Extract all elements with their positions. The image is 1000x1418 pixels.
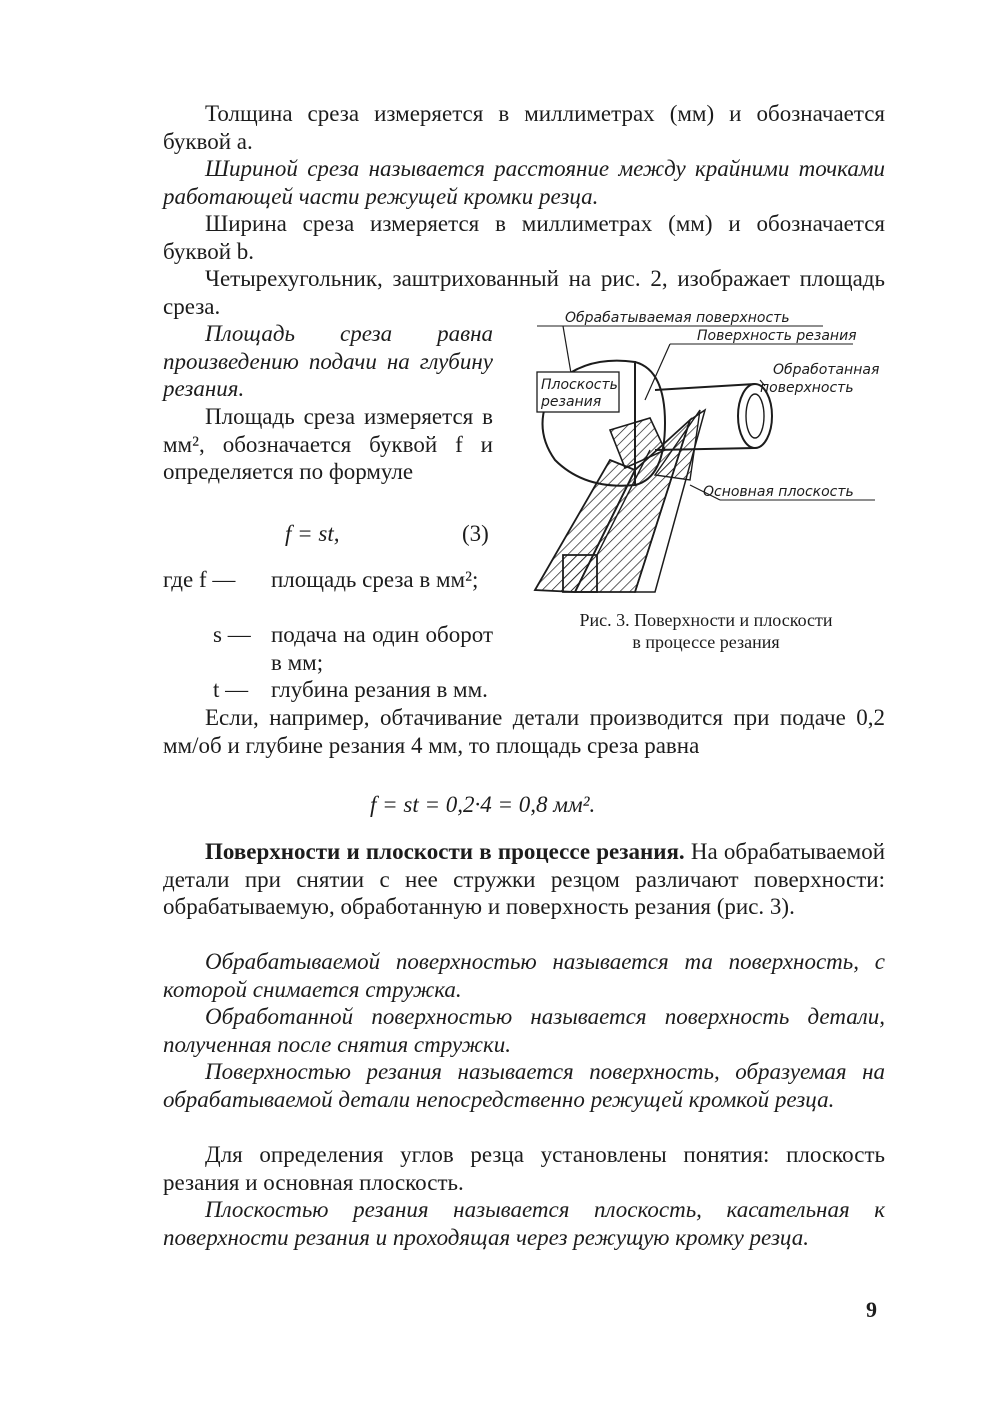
page-number: 9 (866, 1297, 877, 1322)
where-s-symbol: s — (213, 622, 251, 647)
paragraph-surfaces-text: На обрабатываемой детали при снятии с нее стружки резцом различают поверхности: обрабатываемую, обработанную и поверхность резания (рис. 3). (163, 839, 885, 920)
definition-cutting-plane: Плоскостью резания называется плоскость, касательная к поверхности резания и проходящая через режущую кромку резца. (163, 1197, 885, 1250)
paragraph-cut-area-units: Площадь среза измеряется в мм², обозначается буквой f и определяется по формуле (163, 404, 493, 485)
label-machined-surface-line2: поверхность (760, 380, 854, 396)
where-s-text: подача на один оборот в мм; (271, 622, 493, 675)
label-machined-surface-line1: Обработанная (773, 362, 880, 378)
where-t-text: глубина резания в мм. (271, 677, 488, 702)
definition-cut-area: Площадь среза равна произведению подачи на глубину резания. (163, 321, 493, 402)
formula-example: f = st = 0,2·4 = 0,8 мм². (370, 792, 596, 817)
paragraph-angles: Для определения углов резца установлены понятия: плоскость резания и основная плоскость. (163, 1142, 885, 1195)
label-base-plane: Основная плоскость (703, 484, 854, 500)
where-f-text: площадь среза в мм²; (271, 567, 479, 592)
section-heading: Поверхности и плоскости в процессе резания. (205, 839, 685, 864)
definition-cut-width: Шириной среза называется расстояние между крайними точками работающей части режущей кромки резца. (163, 156, 885, 209)
definition-workpiece-surface: Обрабатываемой поверхностью называется та поверхность, с которой снимается стружка. (163, 949, 885, 1002)
label-cutting-plane-line1: Плоскость (541, 377, 618, 393)
label-cutting-surface: Поверхность резания (697, 328, 857, 344)
formula-area: f = st, (285, 521, 340, 546)
paragraph-cut-thickness: Толщина среза измеряется в миллиметрах (мм) и обозначается буквой a. (163, 101, 885, 154)
figure-caption (512, 609, 900, 653)
paragraph-quadrilateral: Четырехугольник, заштрихованный на рис. 2, изображает площадь среза. (163, 266, 885, 319)
paragraph-cut-width-units: Ширина среза измеряется в миллиметрах (мм) и обозначается буквой b. (163, 211, 885, 264)
label-cutting-plane-line2: резания (541, 394, 602, 410)
definition-machined-surface: Обработанной поверхностью называется поверхность детали, полученная после снятия стружки. (163, 1004, 885, 1057)
where-f-symbol: где f — (163, 567, 236, 592)
definition-cutting-surface: Поверхностью резания называется поверхность, образуемая на обрабатываемой детали непосредственно режущей кромкой резца. (163, 1059, 885, 1112)
paragraph-surfaces (163, 838, 885, 921)
figure-cutting-surfaces (515, 300, 895, 600)
formula-number: (3) (462, 521, 489, 546)
paragraph-example: Если, например, обтачивание детали производится при подаче 0,2 мм/об и глубине резания 4 мм, то площадь среза равна (163, 705, 885, 758)
label-workpiece-surface: Обрабатываемая поверхность (565, 310, 790, 326)
caption-line1: Рис. 3. Поверхности и плоскости (579, 610, 833, 630)
caption-line2: в процессе резания (632, 632, 780, 652)
where-t-symbol: t — (213, 677, 249, 702)
